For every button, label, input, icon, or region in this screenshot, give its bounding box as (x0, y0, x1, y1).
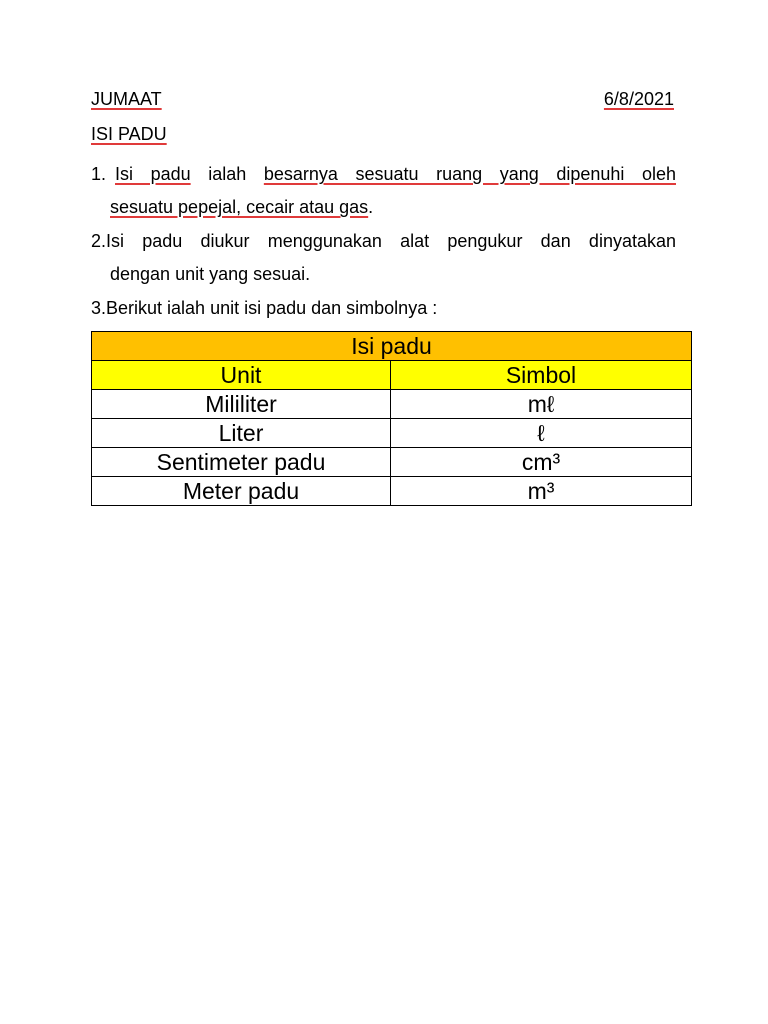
point-1 (91, 158, 676, 224)
point-1-period: . (368, 197, 374, 217)
point-2-line-2: dengan unit yang sesuai. (110, 264, 311, 284)
unit-cell: Meter padu (92, 477, 391, 506)
topic-title: ISI PADU (91, 124, 167, 144)
header-unit: Unit (92, 361, 391, 390)
point-1-definition-end: sesuatu pepejal, cecair atau gas (110, 197, 369, 217)
point-number: 3. (91, 298, 107, 318)
header-symbol: Simbol (391, 361, 692, 390)
point-number: 1. (91, 164, 107, 184)
table-header-row (92, 361, 692, 390)
point-2-line-1: Isi padu diukur menggunakan alat pengukur dan dinyatakan (106, 231, 676, 251)
symbol-cell: m³ (391, 477, 692, 506)
symbol-cell: mℓ (391, 390, 692, 419)
term-isi-padu: Isi padu (115, 164, 191, 184)
table-title-row (92, 332, 692, 361)
table-row (92, 448, 692, 477)
day-label: JUMAAT (91, 89, 162, 109)
date-label: 6/8/2021 (603, 89, 674, 109)
point-1-connector: ialah (190, 164, 264, 184)
unit-cell: Liter (92, 419, 391, 448)
table-title: Isi padu (92, 332, 692, 361)
point-2 (91, 225, 676, 291)
point-3 (91, 292, 676, 325)
symbol-cell: cm³ (391, 448, 692, 477)
point-1-definition: besarnya sesuatu ruang yang dipenuhi oleh (263, 164, 676, 184)
point-1-line-2 (91, 191, 676, 224)
symbol-cell: ℓ (391, 419, 692, 448)
point-3-line-1: Berikut ialah unit isi padu dan simbolnya : (106, 298, 438, 318)
unit-cell: Mililiter (92, 390, 391, 419)
point-1-line-1 (106, 158, 676, 191)
table-row (92, 477, 692, 506)
unit-cell: Sentimeter padu (92, 448, 391, 477)
units-table (91, 331, 692, 506)
table-row (92, 419, 692, 448)
point-number: 2. (91, 231, 107, 251)
table-row (92, 390, 692, 419)
